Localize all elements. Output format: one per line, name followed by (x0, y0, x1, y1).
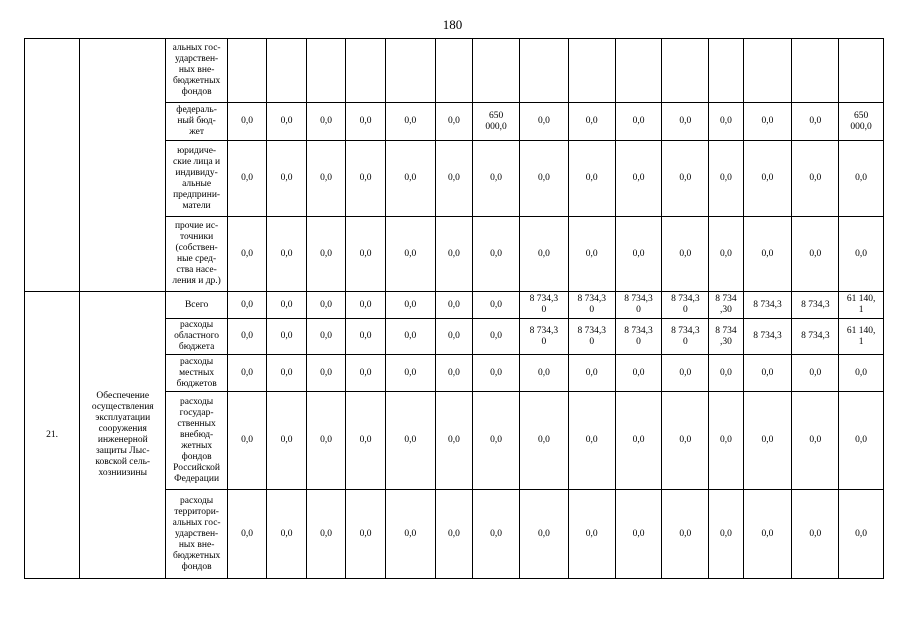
value-cell: 0,0 (839, 141, 884, 217)
value-cell: 0,0 (519, 490, 568, 579)
value-cell: 0,0 (519, 355, 568, 392)
value-cell: 0,0 (568, 103, 615, 141)
value-cell: 0,0 (306, 141, 346, 217)
value-cell: 0,0 (709, 490, 743, 579)
value-cell: 0,0 (662, 392, 709, 490)
value-cell: 0,0 (519, 217, 568, 292)
value-cell: 0,0 (306, 319, 346, 355)
value-cell: 0,0 (839, 490, 884, 579)
value-cell: 0,0 (346, 217, 386, 292)
value-cell: 0,0 (568, 141, 615, 217)
value-cell (709, 39, 743, 103)
table-row (25, 292, 884, 319)
value-cell: 0,0 (473, 141, 520, 217)
value-cell: 0,0 (743, 490, 792, 579)
value-cell: 0,0 (662, 355, 709, 392)
value-cell (568, 39, 615, 103)
value-cell: 0,0 (709, 141, 743, 217)
value-cell: 0,0 (267, 141, 307, 217)
value-cell: 0,0 (227, 490, 267, 579)
value-cell: 0,0 (792, 392, 839, 490)
value-cell: 0,0 (473, 292, 520, 319)
value-cell: 0,0 (346, 319, 386, 355)
value-cell: 0,0 (385, 490, 435, 579)
value-cell: 0,0 (473, 319, 520, 355)
value-cell: 0,0 (435, 141, 472, 217)
value-cell: 8 734,3 0 (519, 292, 568, 319)
value-cell: 0,0 (306, 217, 346, 292)
value-cell: 0,0 (267, 355, 307, 392)
value-cell: 0,0 (227, 392, 267, 490)
value-cell: 650 000,0 (473, 103, 520, 141)
value-cell: 0,0 (227, 103, 267, 141)
value-cell: 0,0 (615, 490, 662, 579)
value-cell: 0,0 (306, 355, 346, 392)
value-cell: 0,0 (385, 355, 435, 392)
value-cell: 0,0 (346, 103, 386, 141)
value-cell: 650 000,0 (839, 103, 884, 141)
value-cell (346, 39, 386, 103)
value-cell: 0,0 (792, 141, 839, 217)
value-cell: 0,0 (435, 292, 472, 319)
value-cell: 0,0 (385, 103, 435, 141)
budget-table (24, 38, 884, 579)
value-cell (743, 39, 792, 103)
funding-source-cell: расходы государ- ственных внебюд- жетных фондов Российской Федерации (166, 392, 227, 490)
value-cell: 0,0 (473, 217, 520, 292)
value-cell: 8 734,3 (743, 292, 792, 319)
funding-source-cell: расходы местных бюджетов (166, 355, 227, 392)
value-cell (792, 39, 839, 103)
value-cell: 0,0 (435, 217, 472, 292)
value-cell: 0,0 (615, 392, 662, 490)
value-cell: 0,0 (227, 319, 267, 355)
value-cell: 0,0 (568, 490, 615, 579)
value-cell: 8 734,3 0 (568, 292, 615, 319)
value-cell: 0,0 (473, 490, 520, 579)
page-number: 180 (442, 17, 463, 32)
value-cell: 0,0 (519, 103, 568, 141)
value-cell: 0,0 (615, 141, 662, 217)
table-row (25, 39, 884, 103)
value-cell: 8 734,3 0 (568, 319, 615, 355)
funding-source-cell: расходы областного бюджета (166, 319, 227, 355)
value-cell: 0,0 (568, 392, 615, 490)
funding-source-cell: альных гос- ударствен- ных вне- бюджетных фондов (166, 39, 227, 103)
value-cell (839, 39, 884, 103)
value-cell: 8 734,3 0 (662, 292, 709, 319)
item-number-cell (25, 39, 80, 292)
value-cell: 0,0 (519, 392, 568, 490)
value-cell: 0,0 (743, 141, 792, 217)
value-cell: 8 734,3 (743, 319, 792, 355)
value-cell: 0,0 (792, 103, 839, 141)
funding-source-cell: юридиче- ские лица и индивиду- альные предприни- матели (166, 141, 227, 217)
value-cell: 0,0 (662, 103, 709, 141)
value-cell: 0,0 (792, 490, 839, 579)
value-cell: 0,0 (267, 490, 307, 579)
value-cell: 0,0 (662, 217, 709, 292)
value-cell: 0,0 (385, 292, 435, 319)
value-cell: 8 734,3 0 (662, 319, 709, 355)
value-cell: 0,0 (306, 490, 346, 579)
value-cell: 0,0 (346, 355, 386, 392)
value-cell (615, 39, 662, 103)
value-cell: 0,0 (227, 141, 267, 217)
value-cell: 0,0 (385, 392, 435, 490)
value-cell: 0,0 (227, 355, 267, 392)
value-cell: 0,0 (435, 392, 472, 490)
funding-source-cell: прочие ис- точники (собствен- ные сред- ства насе- ления и др.) (166, 217, 227, 292)
value-cell (662, 39, 709, 103)
value-cell: 0,0 (385, 217, 435, 292)
value-cell: 0,0 (792, 355, 839, 392)
value-cell (519, 39, 568, 103)
funding-source-cell: Всего (166, 292, 227, 319)
value-cell: 8 734,3 0 (519, 319, 568, 355)
value-cell: 0,0 (839, 355, 884, 392)
funding-source-cell: федераль- ный бюд- жет (166, 103, 227, 141)
value-cell: 0,0 (306, 392, 346, 490)
value-cell (227, 39, 267, 103)
value-cell: 0,0 (568, 217, 615, 292)
value-cell: 0,0 (473, 392, 520, 490)
value-cell: 0,0 (473, 355, 520, 392)
value-cell: 0,0 (662, 141, 709, 217)
value-cell: 0,0 (435, 103, 472, 141)
item-number-cell: 21. (25, 292, 80, 579)
value-cell: 0,0 (267, 392, 307, 490)
value-cell (385, 39, 435, 103)
value-cell: 61 140, 1 (839, 319, 884, 355)
value-cell: 0,0 (435, 490, 472, 579)
funding-source-cell: расходы территори- альных гос- ударствен- ных вне- бюджетных фондов (166, 490, 227, 579)
value-cell: 0,0 (743, 103, 792, 141)
value-cell: 0,0 (306, 292, 346, 319)
item-name-cell (80, 39, 166, 292)
value-cell: 0,0 (743, 217, 792, 292)
value-cell (435, 39, 472, 103)
item-name-cell: Обеспечение осуществления эксплуатации сооружения инженерной защиты Лыс- ковской сель- хозниизины (80, 292, 166, 579)
value-cell (473, 39, 520, 103)
value-cell: 8 734,3 0 (615, 319, 662, 355)
value-cell: 61 140, 1 (839, 292, 884, 319)
value-cell: 8 734,3 (792, 292, 839, 319)
value-cell: 8 734,3 (792, 319, 839, 355)
value-cell: 0,0 (346, 141, 386, 217)
value-cell: 0,0 (568, 355, 615, 392)
value-cell (306, 39, 346, 103)
value-cell: 0,0 (709, 392, 743, 490)
value-cell: 0,0 (267, 319, 307, 355)
value-cell: 0,0 (615, 217, 662, 292)
value-cell: 0,0 (267, 292, 307, 319)
value-cell: 0,0 (743, 355, 792, 392)
value-cell: 0,0 (839, 217, 884, 292)
value-cell: 0,0 (743, 392, 792, 490)
value-cell: 0,0 (615, 355, 662, 392)
value-cell: 0,0 (435, 355, 472, 392)
value-cell: 0,0 (346, 490, 386, 579)
value-cell: 0,0 (267, 217, 307, 292)
value-cell: 8 734,3 0 (615, 292, 662, 319)
value-cell: 0,0 (839, 392, 884, 490)
value-cell: 0,0 (792, 217, 839, 292)
value-cell: 0,0 (227, 217, 267, 292)
value-cell: 0,0 (227, 292, 267, 319)
value-cell: 0,0 (709, 103, 743, 141)
value-cell: 0,0 (306, 103, 346, 141)
value-cell: 0,0 (385, 141, 435, 217)
value-cell: 0,0 (346, 292, 386, 319)
value-cell: 0,0 (435, 319, 472, 355)
value-cell: 0,0 (615, 103, 662, 141)
value-cell: 0,0 (709, 355, 743, 392)
value-cell: 8 734 ,30 (709, 292, 743, 319)
value-cell: 8 734 ,30 (709, 319, 743, 355)
value-cell: 0,0 (267, 103, 307, 141)
value-cell: 0,0 (709, 217, 743, 292)
value-cell: 0,0 (346, 392, 386, 490)
value-cell: 0,0 (385, 319, 435, 355)
value-cell: 0,0 (662, 490, 709, 579)
value-cell (267, 39, 307, 103)
value-cell: 0,0 (519, 141, 568, 217)
